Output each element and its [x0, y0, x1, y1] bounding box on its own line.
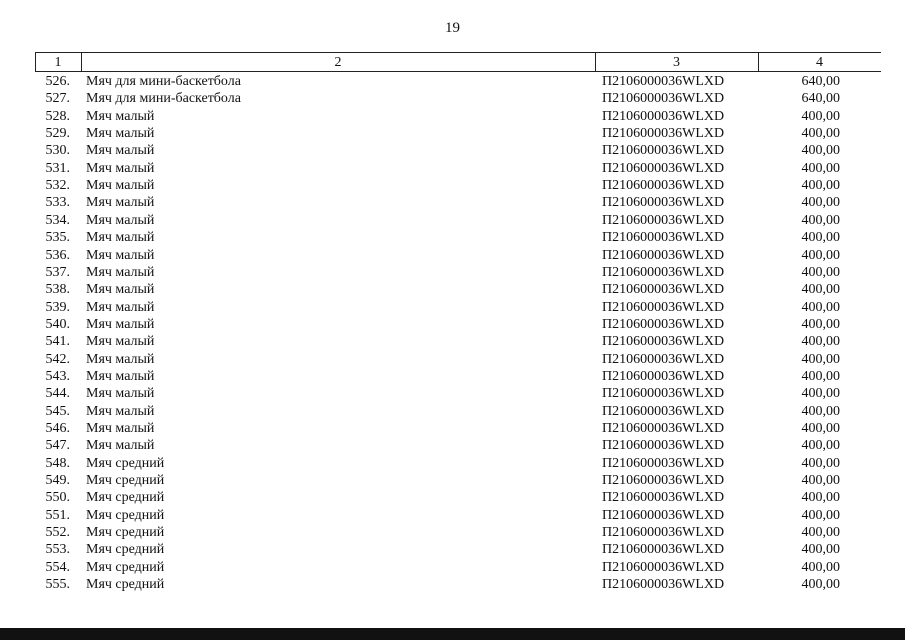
item-price: 400,00: [801, 143, 840, 159]
item-price: 400,00: [801, 178, 840, 194]
item-code: П2106000036WLXD: [602, 212, 725, 228]
item-name: Мяч малый: [86, 126, 155, 142]
item-name: Мяч малый: [86, 264, 155, 280]
item-name: Мяч малый: [86, 368, 155, 384]
item-name: Мяч малый: [86, 438, 155, 454]
row-number: 533.: [45, 195, 70, 211]
row-number: 535.: [45, 230, 70, 246]
row-number: 529.: [45, 126, 70, 142]
item-price: 400,00: [801, 126, 840, 142]
item-price: 400,00: [801, 368, 840, 384]
item-name: Мяч малый: [86, 299, 155, 315]
table-row: [0, 194, 905, 211]
item-name: Мяч малый: [86, 403, 155, 419]
table-row: [0, 264, 905, 281]
table-row: [0, 142, 905, 159]
row-number: 552.: [45, 525, 70, 541]
table-row: [0, 576, 905, 593]
item-price: 400,00: [801, 160, 840, 176]
row-number: 544.: [45, 386, 70, 402]
item-code: П2106000036WLXD: [602, 455, 725, 471]
item-name: Мяч средний: [86, 455, 165, 471]
row-number: 530.: [45, 143, 70, 159]
item-name: Мяч средний: [86, 507, 165, 523]
item-code: П2106000036WLXD: [602, 195, 725, 211]
row-number: 531.: [45, 160, 70, 176]
table-row: [0, 160, 905, 177]
item-name: Мяч малый: [86, 386, 155, 402]
item-price: 400,00: [801, 230, 840, 246]
table-row: [0, 472, 905, 489]
table-row: [0, 524, 905, 541]
item-code: П2106000036WLXD: [602, 421, 725, 436]
table-row: [0, 281, 905, 298]
item-price: 400,00: [801, 559, 840, 575]
item-code: П2106000036WLXD: [602, 160, 725, 176]
item-name: Мяч средний: [86, 525, 165, 541]
item-code: П2106000036WLXD: [602, 126, 725, 142]
row-number: 526.: [45, 74, 70, 89]
table-row: [0, 420, 905, 437]
item-code: П2106000036WLXD: [602, 559, 725, 575]
row-number: 549.: [45, 473, 70, 489]
item-code: П2106000036WLXD: [602, 525, 725, 541]
item-code: П2106000036WLXD: [602, 577, 725, 593]
table-row: [0, 333, 905, 350]
item-price: 400,00: [801, 421, 840, 436]
item-name: Мяч малый: [86, 421, 155, 436]
item-code: П2106000036WLXD: [602, 230, 725, 246]
item-price: 400,00: [801, 438, 840, 454]
table-row: [0, 73, 905, 90]
item-price: 400,00: [801, 386, 840, 402]
table-row: [0, 368, 905, 385]
item-code: П2106000036WLXD: [602, 386, 725, 402]
row-number: 538.: [45, 282, 70, 298]
item-price: 640,00: [801, 91, 840, 107]
item-code: П2106000036WLXD: [602, 299, 725, 315]
item-price: 400,00: [801, 403, 840, 419]
row-number: 532.: [45, 178, 70, 194]
row-number: 555.: [45, 577, 70, 593]
table-row: [0, 229, 905, 246]
item-price: 400,00: [801, 525, 840, 541]
item-price: 400,00: [801, 212, 840, 228]
item-code: П2106000036WLXD: [602, 316, 725, 332]
item-code: П2106000036WLXD: [602, 473, 725, 489]
item-code: П2106000036WLXD: [602, 178, 725, 194]
item-name: Мяч малый: [86, 160, 155, 176]
header-col-1: 1: [54, 55, 62, 70]
row-number: 541.: [45, 334, 70, 350]
header-col-2: 2: [334, 55, 342, 70]
item-code: П2106000036WLXD: [602, 542, 725, 558]
item-name: Мяч малый: [86, 143, 155, 159]
row-number: 545.: [45, 403, 70, 419]
item-name: Мяч малый: [86, 230, 155, 246]
item-code: П2106000036WLXD: [602, 368, 725, 384]
item-price: 640,00: [801, 74, 840, 89]
item-name: Мяч малый: [86, 247, 155, 263]
table-row: [0, 212, 905, 229]
item-name: Мяч средний: [86, 559, 165, 575]
item-price: 400,00: [801, 264, 840, 280]
item-price: 400,00: [801, 247, 840, 263]
item-name: Мяч малый: [86, 282, 155, 298]
item-name: Мяч малый: [86, 178, 155, 194]
item-name: Мяч малый: [86, 195, 155, 211]
item-code: П2106000036WLXD: [602, 438, 725, 454]
table-row: [0, 507, 905, 524]
item-name: Мяч малый: [86, 212, 155, 228]
row-number: 542.: [45, 351, 70, 367]
row-number: 548.: [45, 455, 70, 471]
item-code: П2106000036WLXD: [602, 351, 725, 367]
table-row: [0, 299, 905, 316]
item-code: П2106000036WLXD: [602, 403, 725, 419]
table-row: [0, 125, 905, 142]
item-code: П2106000036WLXD: [602, 143, 725, 159]
table-row: [0, 455, 905, 472]
item-name: Мяч малый: [86, 108, 155, 124]
row-number: 547.: [45, 438, 70, 454]
row-number: 537.: [45, 264, 70, 280]
row-number: 553.: [45, 542, 70, 558]
item-price: 400,00: [801, 473, 840, 489]
table-row: [0, 403, 905, 420]
row-number: 536.: [45, 247, 70, 263]
table-row: [0, 316, 905, 333]
item-code: П2106000036WLXD: [602, 247, 725, 263]
row-number: 540.: [45, 316, 70, 332]
row-number: 527.: [45, 91, 70, 107]
item-code: П2106000036WLXD: [602, 91, 725, 107]
table-row: [0, 247, 905, 264]
row-number: 534.: [45, 212, 70, 228]
table-row: [0, 559, 905, 576]
table-header: [35, 52, 881, 72]
item-price: 400,00: [801, 577, 840, 593]
item-price: 400,00: [801, 299, 840, 315]
item-name: Мяч малый: [86, 334, 155, 350]
item-code: П2106000036WLXD: [602, 282, 725, 298]
table-row: [0, 90, 905, 107]
table-row: [0, 351, 905, 368]
item-price: 400,00: [801, 195, 840, 211]
item-price: 400,00: [801, 455, 840, 471]
item-name: Мяч для мини-баскетбола: [86, 91, 241, 107]
item-price: 400,00: [801, 282, 840, 298]
item-price: 400,00: [801, 334, 840, 350]
row-number: 543.: [45, 368, 70, 384]
table-row: [0, 177, 905, 194]
item-name: Мяч средний: [86, 490, 165, 506]
table-row: [0, 437, 905, 454]
row-number: 528.: [45, 108, 70, 124]
row-number: 546.: [45, 421, 70, 436]
item-code: П2106000036WLXD: [602, 507, 725, 523]
item-name: Мяч средний: [86, 577, 165, 593]
item-price: 400,00: [801, 507, 840, 523]
item-name: Мяч средний: [86, 542, 165, 558]
inventory-table: [0, 52, 905, 612]
item-price: 400,00: [801, 108, 840, 124]
item-price: 400,00: [801, 351, 840, 367]
row-number: 550.: [45, 490, 70, 506]
item-name: Мяч для мини-баскетбола: [86, 74, 241, 89]
item-price: 400,00: [801, 490, 840, 506]
table-row: [0, 108, 905, 125]
row-number: 539.: [45, 299, 70, 315]
scan-bottom-edge: [0, 628, 905, 640]
header-col-3: 3: [673, 55, 680, 70]
item-code: П2106000036WLXD: [602, 264, 725, 280]
item-code: П2106000036WLXD: [602, 108, 725, 124]
table-row: [0, 385, 905, 402]
row-number: 554.: [45, 559, 70, 575]
item-price: 400,00: [801, 542, 840, 558]
item-name: Мяч средний: [86, 473, 165, 489]
page-number: 19: [445, 20, 460, 36]
row-number: 551.: [45, 507, 70, 523]
item-code: П2106000036WLXD: [602, 334, 725, 350]
item-code: П2106000036WLXD: [602, 74, 725, 89]
item-name: Мяч малый: [86, 316, 155, 332]
table-row: [0, 489, 905, 506]
item-price: 400,00: [801, 316, 840, 332]
item-name: Мяч малый: [86, 351, 155, 367]
header-col-4: 4: [816, 55, 823, 70]
item-code: П2106000036WLXD: [602, 490, 725, 506]
table-row: [0, 541, 905, 558]
